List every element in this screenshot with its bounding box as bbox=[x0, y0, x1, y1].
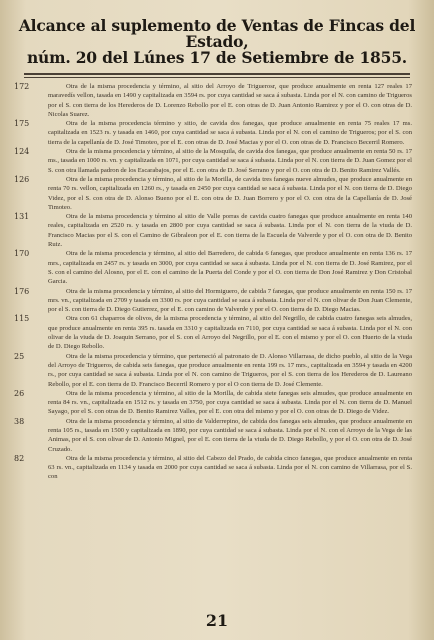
title-line-1: Alcance al suplemento de Ventas de Fincas del Estado, bbox=[18, 16, 416, 51]
lot-number: 26 bbox=[14, 388, 25, 398]
lot-entry bbox=[10, 352, 424, 389]
lot-list bbox=[10, 82, 424, 482]
lot-description: Otra de la misma procedencia y término, al sitio de Valderrepino, de cabida dos fanegas seis almudes, que produce anualmente en renta 105 rs., tasada en 1500 y capitalizada en 1890, por cuya cantidad se saca á subasta. Linda por el N. con el Arroyo de la Vega de las Animas, por el S. con olivar de D. Antonio Mignel, por el E. con tierra de la viuda de D. Diego Rebollo, y por el O. con otra de D. José Cruzado. bbox=[48, 417, 412, 453]
lot-entry bbox=[10, 82, 424, 119]
title-rule bbox=[24, 73, 410, 75]
lot-entry bbox=[10, 212, 424, 249]
title-rule-thin bbox=[24, 77, 410, 78]
lot-entry bbox=[10, 249, 424, 286]
page-title bbox=[10, 18, 424, 66]
lot-description: Otra de la misma procedencia y término, que perteneció al patronato de D. Alonso Villarrasa, de dicho pueblo, al sitio de la Vega del Arroyo de Trigueros, de cabida seis fanegas, que produce anualmente en renta 199 rs. 17 mrs., capitalizada en 3594 y tasada en 4200 rs., por cuya cantidad se saca á subasta. Linda por el N. con camino de Trigueros, por el S. con tierra de los Herederos de D. Laureano Rebollo, por el E. con tierra de D. Francisco Becerril Romero y por el O con tierra de D. José Clemente. bbox=[48, 352, 412, 388]
lot-number: 115 bbox=[14, 314, 30, 324]
lot-entry bbox=[10, 287, 424, 315]
lot-entry bbox=[10, 175, 424, 212]
lot-number: 131 bbox=[14, 212, 30, 222]
lot-number: 38 bbox=[14, 416, 25, 426]
lot-description: Otra de la misma procedencia y término, al sitio de la Morilla, de cavida tres fanegas nueve almudes, que produce anualmente en renta 70 rs. vellon, capitalizada en 1260 rs., y tasada en 2450 por cuya cantidad se saca á subasta. Linda por el N. con tierra de D. Diego Videz, por el S. con otra de D. Alonso Bueno por el E. con otra de D. Juan Borrero y por el O. con otra de la Capellanía de D. José Timoteo. bbox=[48, 175, 412, 211]
lot-description: Otra de la misma procedencia y término, al sitio del Arroyo de Triguerosr, que produce anualmente en renta 127 reales 17 maravedís vellon, tasada en 1490 y capitalizada en 3594 rs. por cuya cantidad se saca á subasta. Linda por el N. con camino de Trigueros por el S. con tierra de los Herederos de D. Lorenzo Rebollo por el E. con otras de D. Juan Antonio Ramirez y por el O. con otras de D. Nicolas Suarez. bbox=[48, 83, 412, 118]
lot-number: 176 bbox=[14, 286, 30, 296]
page-number: 21 bbox=[205, 611, 229, 630]
lot-entry bbox=[10, 147, 424, 175]
lot-description: Otra de la misma procedencia y término, al sitio del Hormiguero, de cabida 7 fanegas, que produce anualmente en renta 150 rs. 17 mrs. vn., capitalizada en 2709 y tasada en 3300 rs. por cuya cantidad se saca á subasta. Linda por el N. con olivar de Don Juan Clemente, por el S. con tierra de D. Diego Gutierrez, por el E. con camino de Valverde y por el O. con tierra de D. Diego Macias. bbox=[48, 287, 412, 314]
title-line-2: núm. 20 del Lúnes 17 de Setiembre de 1855. bbox=[26, 48, 408, 67]
lot-number: 25 bbox=[14, 351, 25, 361]
lot-entry bbox=[10, 314, 424, 351]
lot-number: 126 bbox=[14, 174, 30, 184]
lot-number: 172 bbox=[14, 82, 30, 91]
lot-description: Otra de la misma procedencia y término al sitio de Valle porras de cavida cuatro fanegas que produce anualmente en renta 140 reales, capitalizada en 2520 rs. y tasada en 2800 por cuya cantidad se saca á subasta. Linda por el N. con tierra de la viuda de D. Francisco Macias por el S. con el Camino de Gibraleon por el E. con tierra de la Escuela de Valverde y por el O. con otra de D. Benito Ruiz. bbox=[48, 213, 412, 249]
lot-description: Otra de la misma procedencia y término, al sitio del Cabezo del Prado, de cabida cinco fanegas, que produce anualmente en renta 63 rs. vn., capitalizada en 1134 y tasada en 2000 por cuya cantidad se saca á subasta. Linda por el N. con camino de Villarrasa, por el S. con bbox=[48, 454, 412, 481]
lot-description: Otra de la misma procedencia término y sitio, de cavida dos fanegas, que produce anualmente en renta 75 reales 17 ms. capitalizada en 1523 rs. y tasada en 1460, por cuya cantidad se saca á subasta. Linda por el N. con el camino de Trigueros; por el S. con tierra de la capellanía de D. José Timoteo, por el E. con otras de D. José Macias y por el O. con otras de D. Francisco Becerril Romero. bbox=[48, 120, 412, 146]
lot-description: Otra de la misma procedencia y término, al sitio de la Mosquila, de cavida dos fanegas, que produce anualmente en renta 50 rs. 17 ms., tasada en 1000 rs. vn. y capitalizada en 1071, por cuya cantidad se saca á subasta. Linda por el N. con tierra de D. Juan Gomez por el S. con otra llamada padron de los Escarabajos, por el E. con otra de D. José Serrano y por el O. con otra de D. Benito Ramirez Vallés. bbox=[48, 148, 412, 174]
lot-number: 170 bbox=[14, 249, 30, 259]
lot-number: 82 bbox=[14, 453, 25, 463]
lot-entry bbox=[10, 119, 424, 147]
lot-entry bbox=[10, 417, 424, 454]
lot-description: Otra de la misma procedencia y término, al sitio del Barredero, de cabida 6 fanegas, que produce anualmente en renta 136 rs. 17 mrs., capitalizada en 2457 rs. y tasada en 3000, por cuya cantidad se saca á subasta. Linda por el N. con tierra de D. José Ramirez, por el S. con el camino del Alosno, por el E. con el camino de la Puerta del Conde y por el O. con tierra de Don José Ramirez y Don Cristobal Garcia. bbox=[48, 250, 412, 286]
lot-number: 124 bbox=[14, 147, 30, 157]
lot-description: Otra de la misma procedencia y término, al sitio de la Morilla, de cabida siete fanegas seis almudes, que produce anualmente en renta 84 rs. vn., capitalizada en 1512 rs. y tasada en 3750, por cuya cantidad se saca á subasta. Linda por el N. con tierra de D. Manuel Sayago, por el S. con otras de D. Benito Ramirez Valles, por el E. con otra del mismo y por el O. con otras de D. Diego de Videz. bbox=[48, 389, 412, 416]
lot-number: 175 bbox=[14, 119, 30, 129]
lot-description: Otra con 61 chaparros de olivos, de la misma procedencia y término, al sitio del Negrillo, de cabida cuatro fanegas seis almudes, que produce anualmente en renta 395 rs. tasada en 3310 y capitalizada en 7110, por cuya cantidad se saca á subasta. Linda por el N. con olivar de la viuda de D. Joaquin Serrano, por el S. con el Arroyo del Negrillo, por el E. con el mismo y por el O. con Huerto de la viuda de D. Diego Rebollo. bbox=[48, 315, 412, 351]
lot-entry bbox=[10, 454, 424, 482]
lot-entry bbox=[10, 389, 424, 417]
